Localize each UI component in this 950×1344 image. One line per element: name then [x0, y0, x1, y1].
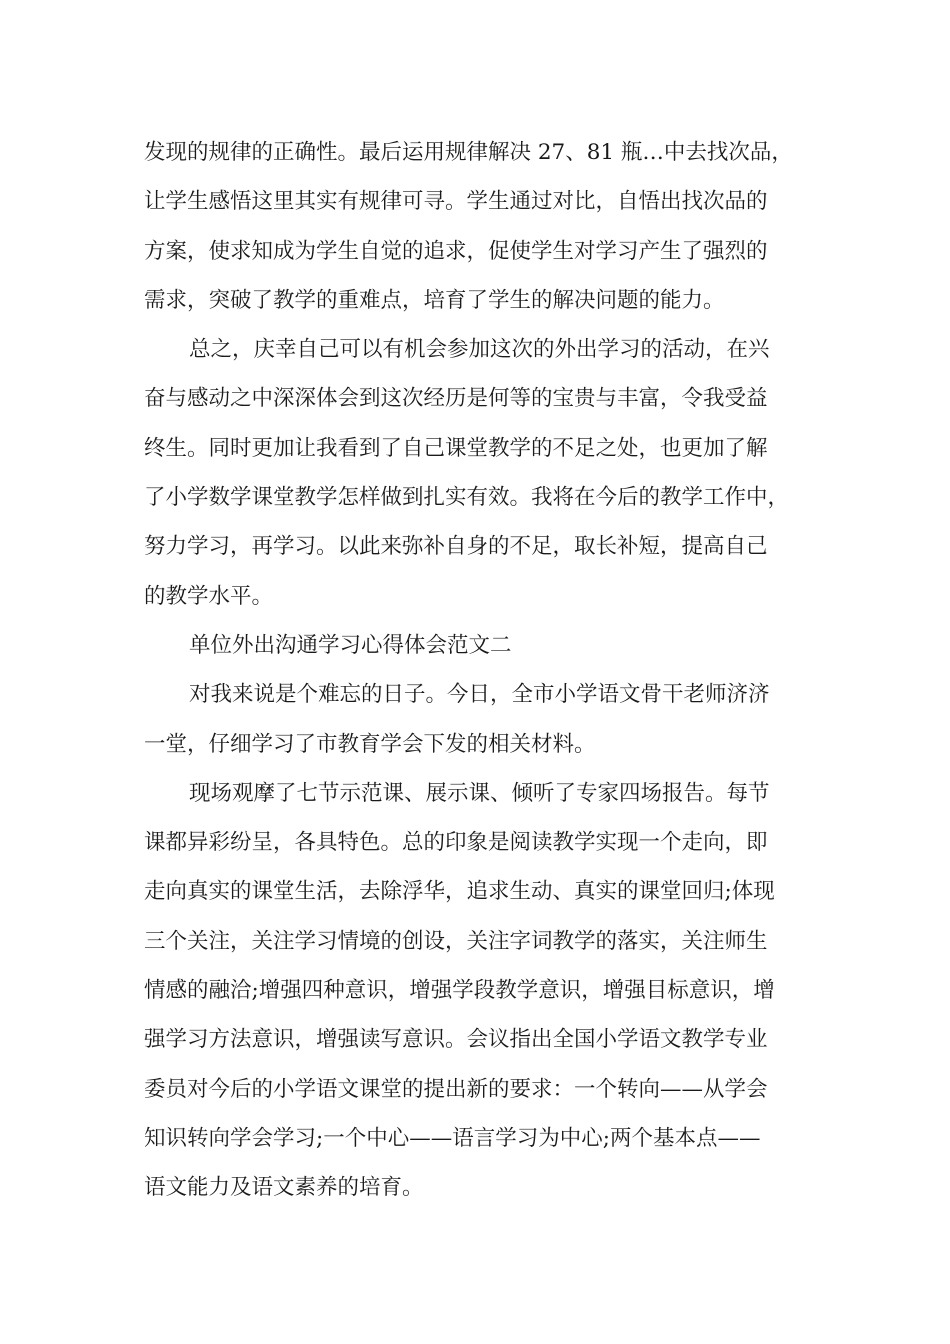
text-line: 终生。同时更加让我看到了自己课堂教学的不足之处，也更加了解: [144, 435, 768, 461]
text-line: 总之，庆幸自己可以有机会参加这次的外出学习的活动，在兴: [189, 337, 770, 363]
text-line: 走向真实的课堂生活，去除浮华，追求生动、真实的课堂回归;体现: [144, 879, 775, 905]
document-body: [144, 128, 824, 1213]
text-line: 的教学水平。: [144, 583, 274, 609]
text-line: 知识转向学会学习;一个中心——语言学习为中心;两个基本点——: [144, 1125, 761, 1151]
text-line: 现场观摩了七节示范课、展示课、倾听了专家四场报告。每节: [189, 780, 770, 806]
text-line: 对我来说是个难忘的日子。今日，全市小学语文骨干老师济济: [189, 682, 770, 708]
text-line: 课都异彩纷呈，各具特色。总的印象是阅读教学实现一个走向，即: [144, 830, 768, 856]
text-line: 情感的融洽;增强四种意识，增强学段教学意识，增强目标意识，增: [144, 978, 775, 1004]
text-line: 让学生感悟这里其实有规律可寻。学生通过对比，自悟出找次品的: [144, 189, 768, 215]
text-line: 发现的规律的正确性。最后运用规律解决 27、81 瓶…中去找次品，: [144, 140, 793, 165]
text-line: 奋与感动之中深深体会到这次经历是何等的宝贵与丰富，令我受益: [144, 386, 768, 412]
text-line: 三个关注，关注学习情境的创设，关注字词教学的落实，关注师生: [144, 928, 768, 954]
text-line: 强学习方法意识，增强读写意识。会议指出全国小学语文教学专业: [144, 1027, 768, 1053]
text-line: 委员对今后的小学语文课堂的提出新的要求：一个转向——从学会: [144, 1076, 768, 1102]
text-line: 方案，使求知成为学生自觉的追求，促使学生对学习产生了强烈的: [144, 238, 768, 264]
text-line: 语文能力及语文素养的培育。: [144, 1175, 424, 1201]
text-line: 努力学习，再学习。以此来弥补自身的不足，取长补短，提高自己: [144, 534, 768, 560]
text-line: 需求，突破了教学的重难点，培育了学生的解决问题的能力。: [144, 287, 725, 313]
text-line: 一堂，仔细学习了市教育学会下发的相关材料。: [144, 731, 596, 757]
section-heading: 单位外出沟通学习心得体会范文二: [189, 632, 512, 658]
text-line: 了小学数学课堂教学怎样做到扎实有效。我将在今后的教学工作中，: [144, 485, 790, 511]
